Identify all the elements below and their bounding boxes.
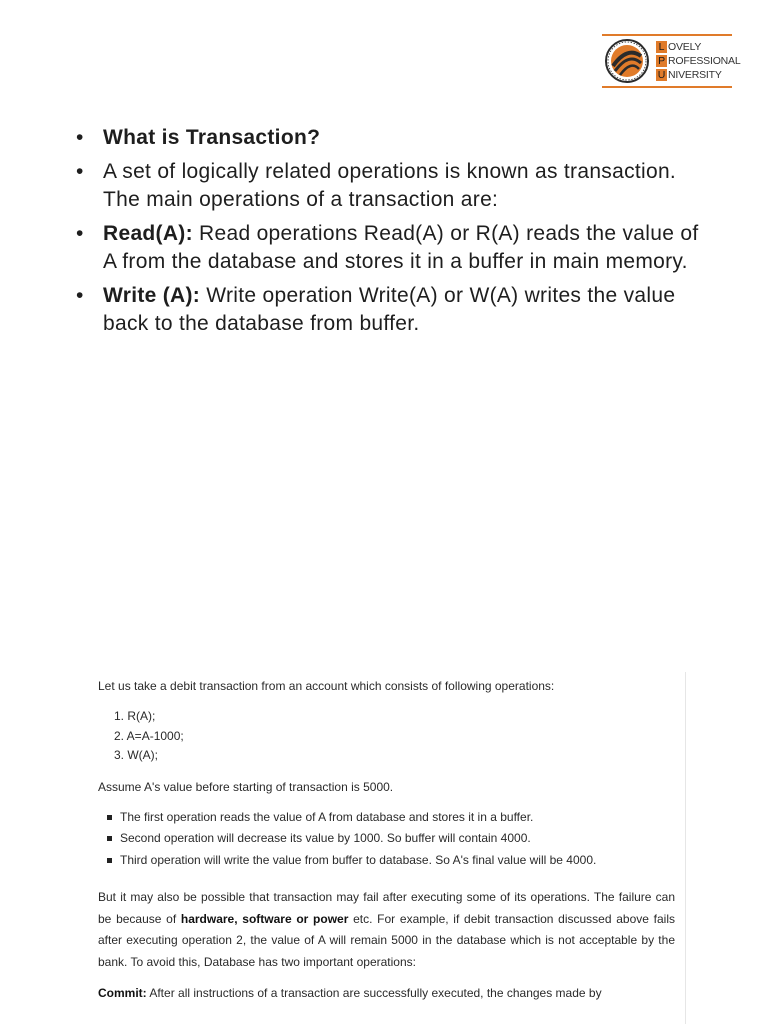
- step-item: 3. W(A);: [114, 748, 158, 762]
- bullet-term: What is Transaction?: [103, 126, 321, 149]
- article-excerpt: [90, 672, 686, 1024]
- logo-initial: P: [656, 55, 667, 67]
- logo-line-2: [656, 55, 740, 68]
- bullet-text: Write operation Write(A) or W(A) writes the value back to the database from buffer.: [103, 284, 676, 335]
- logo-line-3: [656, 69, 740, 82]
- excerpt-assumption: Assume A's value before starting of transaction is 5000.: [98, 779, 394, 794]
- bullet-marker: •: [76, 222, 84, 245]
- commit-text: After all instructions of a transaction are successfully executed, the changes made by: [146, 986, 602, 1000]
- logo-initial: U: [657, 69, 666, 81]
- logo-wordmark: [656, 41, 740, 82]
- explanation-item: Third operation will write the value from buffer to database. So A's final value will be 4000.: [120, 850, 675, 872]
- university-seal-icon: [604, 38, 650, 84]
- bullet-text: A set of logically related operations is known as transaction. The main operations of a transaction are:: [103, 160, 677, 211]
- bullet-marker: •: [76, 284, 84, 307]
- para-bold-text: hardware, software or power: [180, 911, 349, 926]
- excerpt-intro: Let us take a debit transaction from an account which consists of following operations:: [98, 679, 555, 693]
- operation-steps-list: [98, 707, 675, 766]
- step-item: 2. A=A-1000;: [114, 728, 184, 743]
- failure-paragraph: [98, 887, 675, 973]
- explanation-item: Second operation will decrease its value by 1000. So buffer will contain 4000.: [120, 828, 675, 850]
- bullet-what-is-transaction: [76, 124, 716, 152]
- para-text: etc. For example, if debit transaction discussed above fails after executing operation 2, the value of A will remain 5000 in the database which is not acceptable by the bank. To avoid this, Database has two important operations:: [98, 911, 675, 969]
- explanation-item: The first operation reads the value of A from database and stores it in a buffer.: [120, 807, 675, 829]
- step-item: 1. R(A);: [114, 709, 156, 723]
- bullet-text: Read operations Read(A) or R(A) reads the value of A from the database and stores it in a buffer in main memory.: [103, 222, 699, 273]
- bullet-read: [76, 220, 716, 276]
- slide-bullet-list: [76, 124, 716, 344]
- logo-word: OVELY: [668, 40, 702, 53]
- bullet-marker: •: [76, 126, 84, 149]
- university-logo: [602, 34, 741, 88]
- logo-word: NIVERSITY: [668, 68, 722, 81]
- explanation-points-list: [98, 807, 675, 872]
- commit-term: Commit:: [98, 986, 147, 1000]
- bullet-write: [76, 282, 716, 338]
- bullet-marker: •: [76, 160, 84, 183]
- logo-line-1: [656, 41, 740, 54]
- para-text: But it may also be possible that transaction may fail after executing some of its operations. The failure can be because of: [98, 890, 675, 926]
- bullet-definition: [76, 158, 716, 214]
- bullet-term: Write (A):: [103, 284, 201, 307]
- logo-word: ROFESSIONAL: [668, 54, 741, 67]
- logo-initial: L: [656, 41, 667, 53]
- bullet-term: Read(A):: [103, 222, 193, 245]
- commit-paragraph: [98, 983, 675, 1004]
